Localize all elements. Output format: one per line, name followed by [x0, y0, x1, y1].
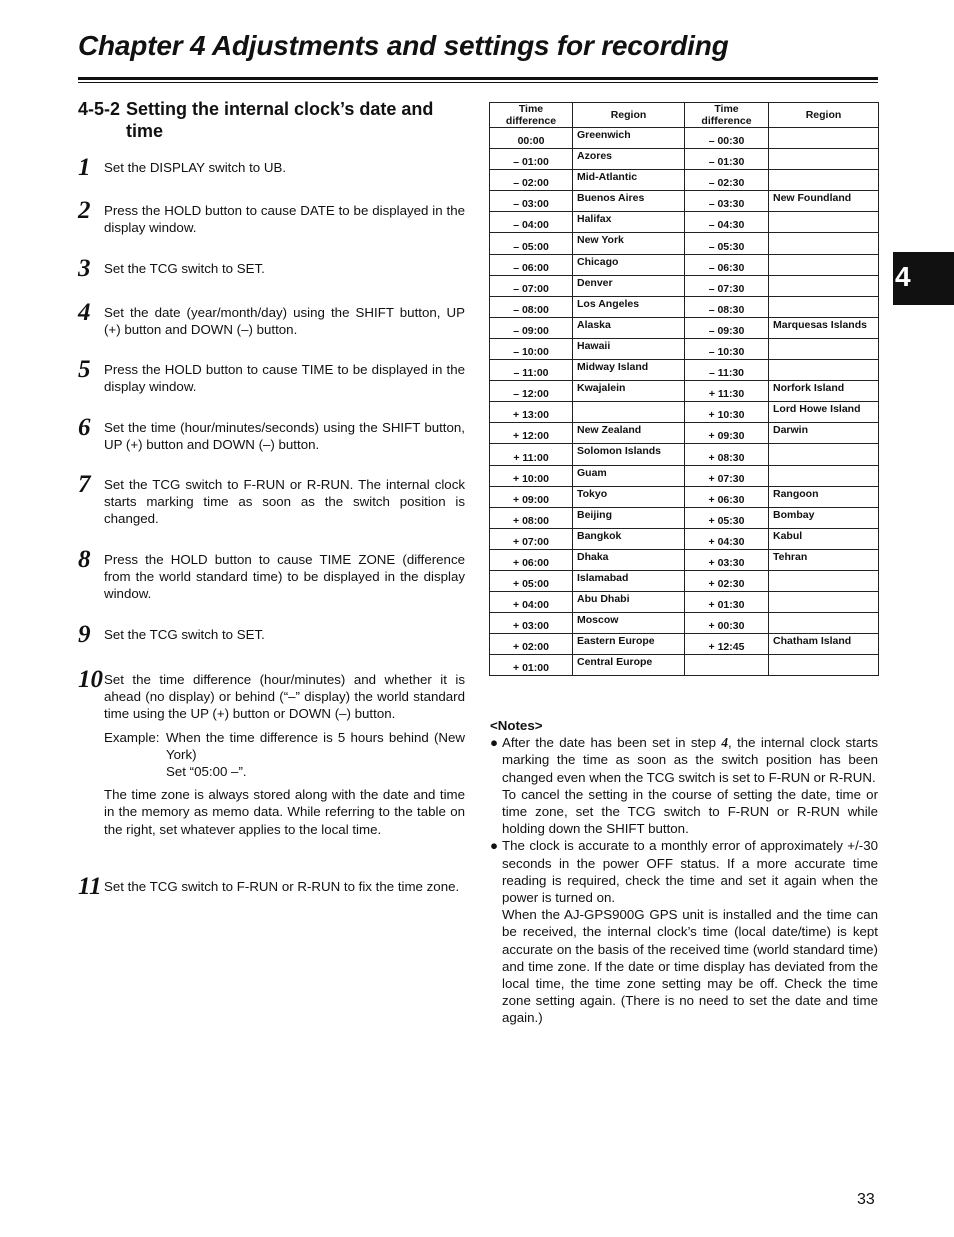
step-number: 11	[78, 873, 102, 900]
region-cell	[769, 254, 879, 275]
column-header: Region	[769, 103, 879, 128]
time-difference-cell: + 02:30	[685, 570, 769, 591]
section-title-line2: time	[126, 121, 164, 141]
example-setting: Set “05:00 –”.	[166, 764, 247, 780]
time-difference-cell: – 04:30	[685, 212, 769, 233]
time-difference-cell: + 04:30	[685, 528, 769, 549]
time-difference-cell: – 06:00	[490, 254, 573, 275]
time-difference-cell: – 07:00	[490, 275, 573, 296]
time-difference-cell: – 10:30	[685, 338, 769, 359]
region-cell: Norfork Island	[769, 381, 879, 402]
region-cell: Hawaii	[573, 338, 685, 359]
time-difference-cell: + 05:00	[490, 570, 573, 591]
section-title-line1: Setting the internal clock’s date and	[126, 99, 434, 119]
time-difference-cell: – 02:30	[685, 170, 769, 191]
time-difference-cell: + 03:30	[685, 549, 769, 570]
table-row	[490, 233, 879, 254]
time-difference-cell: + 12:45	[685, 634, 769, 655]
region-cell: Los Angeles	[573, 296, 685, 317]
time-difference-cell: – 04:00	[490, 212, 573, 233]
time-difference-cell: + 02:00	[490, 634, 573, 655]
region-cell: Lord Howe Island	[769, 402, 879, 423]
column-header: Time difference	[685, 103, 769, 128]
time-difference-cell: + 06:30	[685, 486, 769, 507]
region-cell: Chatham Island	[769, 634, 879, 655]
column-header: Region	[573, 103, 685, 128]
step-number: 6	[78, 414, 91, 441]
region-cell	[769, 592, 879, 613]
note-text: After the date has been set in step	[502, 735, 722, 751]
table-row	[490, 191, 879, 212]
time-difference-cell: + 01:30	[685, 592, 769, 613]
time-difference-cell: – 05:30	[685, 233, 769, 254]
step-8	[78, 546, 465, 603]
time-difference-cell	[685, 655, 769, 676]
region-cell: Denver	[573, 275, 685, 296]
table-row	[490, 170, 879, 191]
region-cell: Buenos Aires	[573, 191, 685, 212]
region-cell: Abu Dhabi	[573, 592, 685, 613]
table-row	[490, 444, 879, 465]
time-difference-cell: – 02:00	[490, 170, 573, 191]
region-cell: Solomon Islands	[573, 444, 685, 465]
time-difference-cell: + 10:30	[685, 402, 769, 423]
table-row	[490, 212, 879, 233]
section-number: 4-5-2	[78, 99, 121, 119]
region-cell	[769, 212, 879, 233]
region-cell	[769, 570, 879, 591]
time-difference-cell: – 01:00	[490, 149, 573, 170]
step-number: 8	[78, 546, 91, 573]
region-cell: Eastern Europe	[573, 634, 685, 655]
header-rule-thin	[78, 82, 878, 83]
step-extra-text: The time zone is always stored along with the date and time in the memory as memo data. While referring to the table on the right, set whatever applies to the local time.	[104, 787, 465, 837]
region-cell	[769, 233, 879, 254]
column-header: Time difference	[490, 103, 573, 128]
table-row	[490, 486, 879, 507]
time-difference-cell: – 11:30	[685, 360, 769, 381]
region-cell	[769, 613, 879, 634]
chapter-title: Chapter 4 Adjustments and settings for recording	[78, 30, 729, 61]
time-difference-cell: 00:00	[490, 128, 573, 149]
notes-section	[490, 717, 878, 1027]
step-text: Set the TCG switch to F-RUN or R-RUN to fix the time zone.	[104, 879, 460, 894]
time-difference-cell: – 00:30	[685, 128, 769, 149]
time-difference-cell: – 07:30	[685, 275, 769, 296]
table-row	[490, 465, 879, 486]
step-number: 3	[78, 255, 91, 282]
table-row	[490, 275, 879, 296]
time-difference-cell: – 03:00	[490, 191, 573, 212]
time-difference-cell: – 09:00	[490, 317, 573, 338]
table-header-row	[490, 103, 879, 128]
step-3	[78, 255, 465, 282]
page-number: 33	[857, 1191, 875, 1208]
region-cell: Dhaka	[573, 549, 685, 570]
region-cell: Chicago	[573, 254, 685, 275]
region-cell	[769, 296, 879, 317]
time-difference-cell: – 11:00	[490, 360, 573, 381]
table-row	[490, 296, 879, 317]
example-text: When the time difference is 5 hours behind (New York)	[166, 729, 465, 762]
step-reference: 4	[721, 735, 729, 751]
time-difference-cell: – 08:00	[490, 296, 573, 317]
note-text: To cancel the setting in the course of setting the date, time or time zone, set the TCG switch to F-RUN or R-RUN while holding down the SHIFT button.	[502, 786, 878, 837]
table-row	[490, 338, 879, 359]
time-difference-cell: + 07:30	[685, 465, 769, 486]
step-6	[78, 414, 465, 453]
time-difference-cell: + 07:00	[490, 528, 573, 549]
time-difference-cell: – 10:00	[490, 338, 573, 359]
time-difference-cell: + 13:00	[490, 402, 573, 423]
step-11	[78, 873, 465, 900]
table-body	[490, 128, 879, 676]
time-difference-cell: – 09:30	[685, 317, 769, 338]
step-number: 7	[78, 471, 91, 498]
step-text: Set the time (hour/minutes/seconds) using the SHIFT button, UP (+) button and DOWN (–) button.	[104, 420, 465, 453]
time-difference-cell: + 06:00	[490, 549, 573, 570]
table-row	[490, 549, 879, 570]
step-text: Set the DISPLAY switch to UB.	[104, 160, 287, 175]
region-cell: Beijing	[573, 507, 685, 528]
step-10	[78, 666, 465, 838]
time-difference-cell: + 08:00	[490, 507, 573, 528]
step-text: Set the TCG switch to SET.	[104, 261, 265, 276]
region-cell: Alaska	[573, 317, 685, 338]
table-row	[490, 613, 879, 634]
step-text: Set the date (year/month/day) using the SHIFT button, UP (+) button and DOWN (–) button.	[104, 305, 465, 338]
time-difference-cell: + 12:00	[490, 423, 573, 444]
step-text: Press the HOLD button to cause DATE to be displayed in the display window.	[104, 203, 465, 236]
time-difference-cell: + 01:00	[490, 655, 573, 676]
step-number: 9	[78, 621, 91, 648]
time-difference-cell: + 11:00	[490, 444, 573, 465]
region-cell: Azores	[573, 149, 685, 170]
region-cell: Bombay	[769, 507, 879, 528]
section-title	[78, 98, 468, 142]
step-4	[78, 299, 465, 338]
table-row	[490, 423, 879, 444]
time-difference-cell: + 03:00	[490, 613, 573, 634]
region-cell	[769, 465, 879, 486]
table-row	[490, 254, 879, 275]
bullet-icon: ●	[490, 838, 499, 854]
region-cell	[769, 655, 879, 676]
step-number: 2	[78, 197, 91, 224]
step-5	[78, 356, 465, 395]
region-cell	[769, 338, 879, 359]
time-difference-cell: – 12:00	[490, 381, 573, 402]
region-cell: Marquesas Islands	[769, 317, 879, 338]
example-label: Example:	[104, 729, 160, 745]
chapter-tab: 4	[893, 252, 954, 305]
step-number: 1	[78, 154, 91, 181]
region-cell: Rangoon	[769, 486, 879, 507]
step-number: 4	[78, 299, 91, 326]
region-cell	[769, 275, 879, 296]
table-row	[490, 570, 879, 591]
time-difference-cell: + 10:00	[490, 465, 573, 486]
time-difference-cell: + 09:30	[685, 423, 769, 444]
table-row	[490, 592, 879, 613]
step-text: Press the HOLD button to cause TIME ZONE (difference from the world standard time) to be displayed in the display window.	[104, 552, 465, 602]
table-row	[490, 402, 879, 423]
time-difference-cell: – 03:30	[685, 191, 769, 212]
region-cell	[769, 170, 879, 191]
note-text: The clock is accurate to a monthly error of approximately +/-30 seconds in the power OFF status. If a more accurate time reading is required, check the time and set it again when the power is turned on.	[502, 838, 878, 906]
time-difference-cell: + 04:00	[490, 592, 573, 613]
step-text: Set the TCG switch to SET.	[104, 627, 265, 642]
table-row	[490, 317, 879, 338]
region-cell	[769, 128, 879, 149]
time-difference-cell: + 05:30	[685, 507, 769, 528]
region-cell: Tokyo	[573, 486, 685, 507]
step-1	[78, 154, 465, 181]
region-cell	[573, 402, 685, 423]
table-row	[490, 360, 879, 381]
time-difference-cell: + 09:00	[490, 486, 573, 507]
time-difference-cell: + 08:30	[685, 444, 769, 465]
region-cell: Guam	[573, 465, 685, 486]
region-cell: Bangkok	[573, 528, 685, 549]
region-cell: Islamabad	[573, 570, 685, 591]
time-difference-cell: – 06:30	[685, 254, 769, 275]
table-row	[490, 381, 879, 402]
region-cell: Midway Island	[573, 360, 685, 381]
region-cell: Central Europe	[573, 655, 685, 676]
region-cell	[769, 360, 879, 381]
table-row	[490, 634, 879, 655]
notes-heading: <Notes>	[490, 718, 543, 733]
note-item	[490, 734, 878, 837]
note-text: When the AJ-GPS900G GPS unit is installed and the time can be received, the internal clock’s time (local date/time) is kept accurate on the basis of the received time (world standard time) and time zone. If the date or time display has deviated from the local time, the time zone setting may be off. Check the time zone setting again. (There is no need to set the date and time again.)	[502, 907, 878, 1026]
time-difference-cell: + 00:30	[685, 613, 769, 634]
region-cell: Halifax	[573, 212, 685, 233]
step-text: Set the TCG switch to F-RUN or R-RUN. The internal clock starts marking time as soon as the switch position is changed.	[104, 477, 465, 527]
step-number: 10	[78, 666, 103, 693]
table-row	[490, 655, 879, 676]
step-9	[78, 621, 465, 648]
region-cell	[769, 444, 879, 465]
time-difference-cell: – 01:30	[685, 149, 769, 170]
region-cell: New Foundland	[769, 191, 879, 212]
time-zone-table	[489, 102, 879, 676]
region-cell: Kwajalein	[573, 381, 685, 402]
region-cell: New Zealand	[573, 423, 685, 444]
note-text: , the internal clock starts marking the time as soon as the switch position has been changed even when the TCG switch is set to F-RUN or R-RUN.	[502, 735, 878, 785]
table-row	[490, 149, 879, 170]
step-text: Set the time difference (hour/minutes) and whether it is ahead (no display) or behind (“–” display) the world standard time using the UP (+) button or DOWN (–) button.	[104, 672, 465, 722]
region-cell: Tehran	[769, 549, 879, 570]
bullet-icon: ●	[490, 735, 499, 751]
step-number: 5	[78, 356, 91, 383]
region-cell: Greenwich	[573, 128, 685, 149]
table-row	[490, 128, 879, 149]
step-text: Press the HOLD button to cause TIME to be displayed in the display window.	[104, 362, 465, 395]
table-row	[490, 528, 879, 549]
time-difference-cell: + 11:30	[685, 381, 769, 402]
time-difference-cell: – 05:00	[490, 233, 573, 254]
region-cell: Moscow	[573, 613, 685, 634]
time-difference-cell: – 08:30	[685, 296, 769, 317]
region-cell: New York	[573, 233, 685, 254]
table-row	[490, 507, 879, 528]
note-item	[490, 837, 878, 1026]
step-7	[78, 471, 465, 528]
region-cell: Kabul	[769, 528, 879, 549]
header-rule-thick	[78, 77, 878, 80]
region-cell: Mid-Atlantic	[573, 170, 685, 191]
region-cell: Darwin	[769, 423, 879, 444]
region-cell	[769, 149, 879, 170]
example-block	[104, 729, 465, 781]
step-2	[78, 197, 465, 236]
